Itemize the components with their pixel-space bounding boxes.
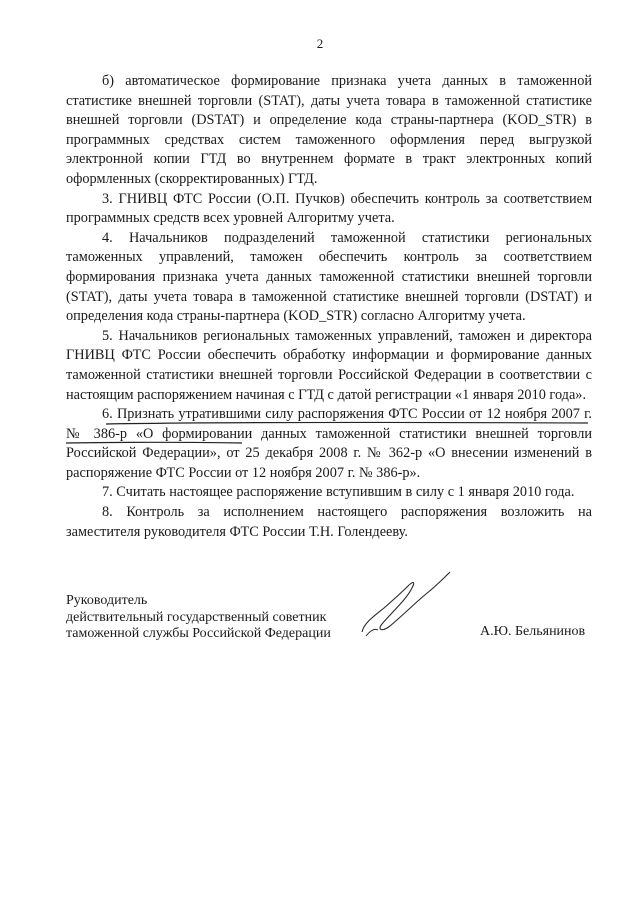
signatory-title-line-2: действительный государственный советник [66, 609, 327, 625]
signatory-title-line-1: Руководитель [66, 593, 148, 608]
page-number: 2 [316, 36, 324, 51]
paragraph-7: 7. Считать настоящее распоряжение вступившим в силу с 1 января 2010 года. [102, 484, 575, 501]
handwritten-signature [352, 568, 462, 640]
paragraph-5: 5. Начальников региональных таможенных управлений, таможен и директора ГНИВЦ ФТС России обеспечить обработку информации и формирование данных таможенной статистики внешней торговли Российской Федерации в соответствии с настоящим распоряжением начиная с ГТД с датой регистрации «1 января 2010 года». [66, 327, 592, 403]
paragraph-6: 6. Признать утратившими силу распоряжения ФТС России от 12 ноября 2007 г. № 386-р «О формировании данных таможенной статистики внешней торговли Российской Федерации», от 25 декабря 2008 г. № 362-р «О внесении изменений в распоряжение ФТС России от 12 ноября 2007 г. № 386-р». [66, 406, 592, 481]
paragraph-4: 4. Начальников подразделений таможенной статистики региональных таможенных управлений, таможен обеспечить контроль за соответствием формирования признака учета данных таможенной статистики внешней торговли (STAT), даты учета товара в таможенной статистике внешней торговли (DSTAT) и определения кода страны-партнера (KOD_STR) согласно Алгоритму учета. [66, 229, 592, 325]
document-body [66, 72, 592, 542]
paragraph-6-wrapper [66, 405, 592, 483]
paragraph-8: 8. Контроль за исполнением настоящего распоряжения возложить на заместителя руководителя ФТС России Т.Н. Голендееву. [66, 504, 592, 540]
signer-name: А.Ю. Бельянинов [480, 624, 586, 639]
paragraph-2b: б) автоматическое формирование признака учета данных в таможенной статистике внешней торговли (STAT), даты учета товара в таможенной статистике внешней торговли (DSTAT) и определение кода страны-партнера (KOD_STR) в программных средствах систем таможенного оформления перед выгрузкой электронной копии ГТД во внутреннем формате в тракт электронных копий оформленных (скорректированных) ГТД. [66, 73, 592, 187]
signatory-title-line-3: таможенной службы Российской Федерации [66, 626, 331, 641]
paragraph-3: 3. ГНИВЦ ФТС России (О.П. Пучков) обеспечить контроль за соответствием программных средств всех уровней Алгоритму учета. [66, 190, 592, 227]
